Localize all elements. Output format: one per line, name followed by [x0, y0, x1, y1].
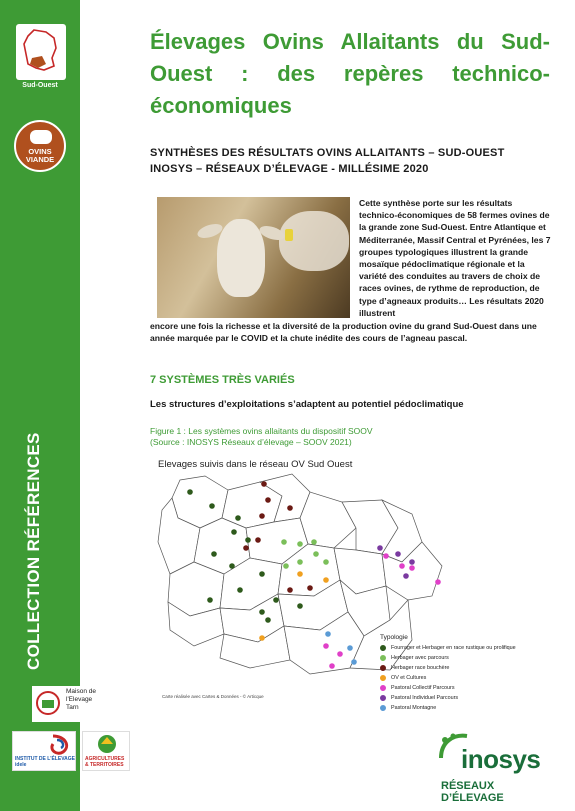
farm-dot: [297, 559, 303, 565]
maison-elevage-icon: [34, 690, 62, 716]
section-title: 7 SYSTÈMES TRÈS VARIÉS: [150, 374, 295, 386]
legend-label: Fourrager et Herbager en race rustique ou prolifique: [391, 645, 516, 651]
map-legend: [380, 634, 550, 713]
collection-references-label: COLLECTION RÉFÉRENCES: [24, 432, 43, 670]
legend-label: Pastoral Montagne: [391, 705, 437, 711]
farm-dot: [231, 529, 237, 535]
badge-text: [16, 148, 64, 164]
farm-dot: [281, 539, 287, 545]
farm-dot: [329, 663, 335, 669]
page-title: Élevages Ovins Allaitants du Sud-Ouest : des repères technico-économiques: [150, 29, 550, 118]
badge-line-1: OVINS: [28, 147, 52, 156]
legend-item: [380, 673, 550, 683]
intro-text-continued: encore une fois la richesse et la diversité de la production ovine du grand Sud-Ouest dans une année marquée par le COVID et la chute inédite des cours de l’agneau pascal.: [150, 321, 537, 344]
legend-item: [380, 653, 550, 663]
farm-dot: [323, 643, 329, 649]
inosys-wordmark: inosys: [461, 744, 541, 774]
sidebar: [0, 0, 132, 811]
legend-item: [380, 703, 550, 713]
legend-label: Pastoral Collectif Parcours: [391, 685, 455, 691]
legend-label: Herbager race bouchère: [391, 665, 450, 671]
farm-dot: [399, 563, 405, 569]
legend-dot: [380, 685, 386, 691]
farm-dot: [347, 645, 353, 651]
figure-caption: [150, 426, 550, 448]
sheep-head: [217, 219, 265, 297]
farm-dot: [209, 503, 215, 509]
figure-caption-line-2: (Source : INOSYS Réseaux d’élevage – SOOV 2021): [150, 437, 352, 447]
sheep-photo: [157, 197, 350, 318]
farm-dot: [307, 585, 313, 591]
ear-tag: [285, 229, 293, 241]
page-subtitle: SYNTHÈSES DES RÉSULTATS OVINS ALLAITANTS – SUD-OUEST INOSYS – RÉSEAUX D’ÉLEVAGE - MILLÉSIME 2020: [150, 147, 505, 175]
farm-dot: [287, 505, 293, 511]
farm-dot: [297, 603, 303, 609]
farm-dot: [311, 539, 317, 545]
legend-item: [380, 693, 550, 703]
farm-dot: [409, 565, 415, 571]
farm-dot: [207, 597, 213, 603]
farm-dot: [273, 597, 279, 603]
farm-dot: [259, 635, 265, 641]
map-source: Carte réalisée avec Cartes & Données - © Articque: [162, 694, 264, 699]
farm-dot: [243, 545, 249, 551]
legend-title: Typologie: [380, 634, 408, 641]
france-map-icon: [16, 24, 66, 80]
farm-dot: [403, 573, 409, 579]
idele-text: INSTITUT DE L'ÉLEVAGE idele: [15, 756, 75, 768]
farm-dot: [395, 551, 401, 557]
legend-dot: [380, 705, 386, 711]
maison-elevage-logo: [32, 686, 122, 722]
farm-dot: [229, 563, 235, 569]
farm-dot: [187, 489, 193, 495]
legend-dot: [380, 665, 386, 671]
legend-label: Herbager avec parcours: [391, 655, 449, 661]
farm-dot: [259, 609, 265, 615]
farm-dot: [377, 545, 383, 551]
farm-dot: [287, 587, 293, 593]
farm-dot: [265, 497, 271, 503]
legend-item: [380, 683, 550, 693]
farm-dot: [235, 515, 241, 521]
farm-dot: [325, 631, 331, 637]
farm-dot: [255, 537, 261, 543]
farm-dot: [351, 659, 357, 665]
farm-dot: [259, 513, 265, 519]
farm-dot: [323, 559, 329, 565]
idele-swirl-icon: [13, 732, 77, 758]
farm-dot: [435, 579, 441, 585]
farm-dot: [409, 559, 415, 565]
farm-dot: [261, 481, 267, 487]
sheep-icon: [30, 130, 52, 144]
chambre-agriculture-icon: [83, 732, 131, 758]
legend-dot: [380, 675, 386, 681]
map-title: Elevages suivis dans le réseau OV Sud Ouest: [158, 459, 353, 470]
farm-dot: [211, 551, 217, 557]
legend-item: [380, 643, 550, 653]
intro-text: Cette synthèse porte sur les résultats technico-économiques de 58 fermes ovines de la grande zone Sud-Ouest. Entre Atlantique et Méditerranée, Massif Central et Pyrénées, les 7 groupes typologiques illustrent la grande mosaïque pédoclimatique régionale et la variété des conduites au travers de choix de races ovines, de rythme de reproduction, de type d’agneaux produits… Les résultats 2020 illustrent: [359, 198, 551, 318]
chambre-text: AGRICULTURES & TERRITOIRES: [85, 756, 125, 768]
farm-dot: [237, 587, 243, 593]
farm-dot: [383, 553, 389, 559]
sheep-background: [279, 211, 349, 271]
farm-dot: [283, 563, 289, 569]
figure-caption-line-1: Figure 1 : Les systèmes ovins allaitants du dispositif SOOV: [150, 426, 373, 436]
farm-dot: [265, 617, 271, 623]
region-label: Sud-Ouest: [22, 82, 58, 89]
farm-dot: [297, 571, 303, 577]
legend-dot: [380, 695, 386, 701]
legend-label: Pastoral Individuel Parcours: [391, 695, 459, 701]
inosys-subtitle: RÉSEAUX D’ÉLEVAGE: [441, 780, 504, 804]
maison-line-2: l'Elevage: [66, 696, 93, 703]
chambre-agriculture-logo: [82, 731, 130, 771]
legend-item: [380, 663, 550, 673]
ovins-viande-badge: [14, 120, 66, 172]
farm-dot: [337, 651, 343, 657]
region-logo: [16, 24, 66, 80]
maison-line-1: Maison de: [66, 688, 96, 695]
maison-line-3: Tarn: [66, 704, 79, 711]
farm-dot: [259, 571, 265, 577]
farm-dot: [297, 541, 303, 547]
legend-label: OV et Cultures: [391, 675, 427, 681]
legend-items: [380, 643, 550, 713]
section-subtitle: Les structures d’exploitations s’adaptent au potentiel pédoclimatique: [150, 399, 464, 410]
badge-line-2: VIANDE: [25, 155, 55, 164]
farm-dot: [323, 577, 329, 583]
legend-dot: [380, 655, 386, 661]
legend-dot: [380, 645, 386, 651]
maison-text: [66, 688, 96, 712]
farm-dot: [313, 551, 319, 557]
idele-logo: [12, 731, 76, 771]
inosys-logo: [425, 728, 555, 804]
farm-dot: [245, 537, 251, 543]
